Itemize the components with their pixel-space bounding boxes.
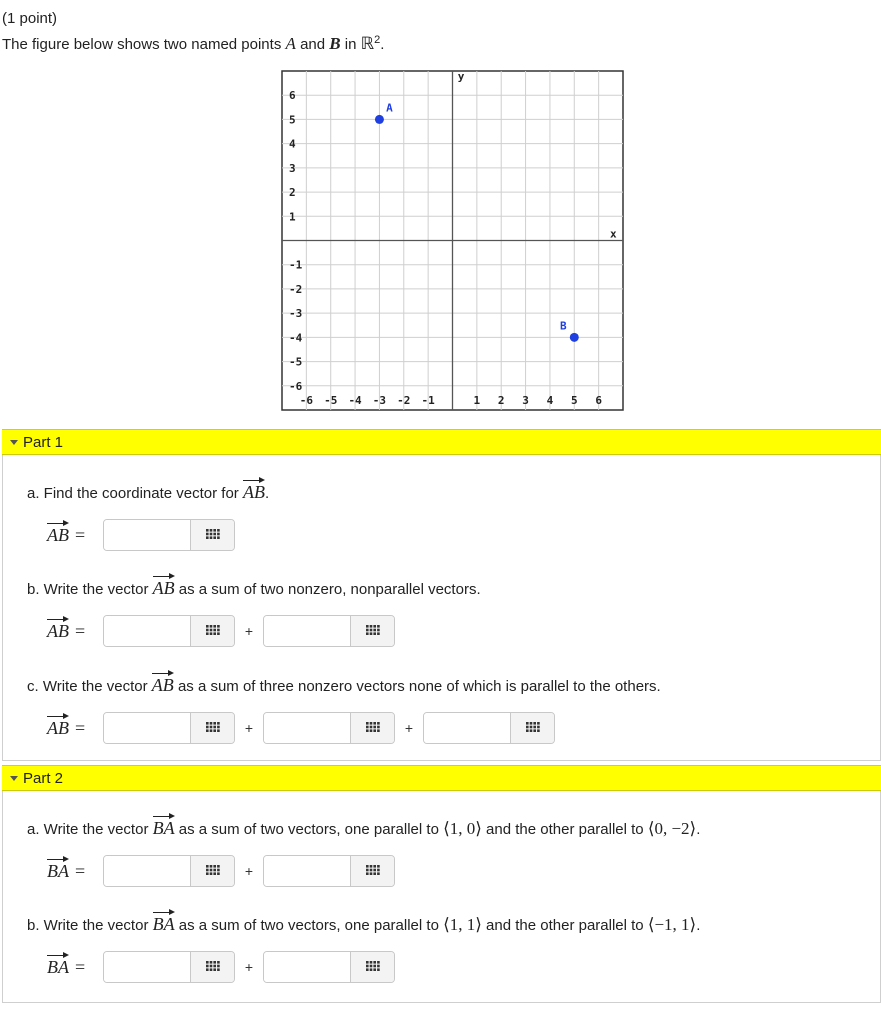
point-b <box>570 333 579 342</box>
question-text: b. Write the vector <box>27 581 149 598</box>
vector-symbol: AB <box>242 482 265 502</box>
grid-icon <box>365 623 381 640</box>
answer-box <box>263 615 395 647</box>
vector-symbol: AB <box>47 620 69 641</box>
answer-input[interactable] <box>104 520 190 550</box>
equals-sign: = <box>75 956 86 977</box>
question-end: . <box>264 485 270 502</box>
parallel-vector-1: ⟨1, 1⟩ <box>443 915 482 934</box>
answer-label <box>47 861 103 882</box>
answer-label <box>47 957 103 978</box>
question-text: a. Find the coordinate vector for <box>27 485 239 502</box>
part2-header[interactable] <box>2 765 881 791</box>
x-tick-label: -6 <box>299 393 313 407</box>
problem-points: (1 point) <box>2 10 58 27</box>
vector-symbol: AB <box>47 717 69 738</box>
part1-question-a <box>27 482 269 503</box>
grid-icon <box>365 959 381 976</box>
x-tick-label: -2 <box>397 393 411 407</box>
collapse-triangle-icon[interactable] <box>10 776 18 781</box>
question-end: . <box>696 917 701 934</box>
vector-symbol: BA <box>152 818 175 838</box>
equals-sign: = <box>75 860 86 881</box>
answer-input[interactable] <box>104 856 190 886</box>
part2-title: Part 2 <box>23 769 64 787</box>
part2-answer-b <box>47 951 395 983</box>
question-text: c. Write the vector <box>27 678 148 695</box>
parallel-vector-2: ⟨0, −2⟩ <box>647 819 697 838</box>
question-text: as a sum of three nonzero vectors none of which is parallel to the others. <box>177 678 661 695</box>
plus-sign: + <box>244 623 254 639</box>
answer-box <box>103 712 235 744</box>
answer-box <box>263 712 395 744</box>
part2-question-b <box>27 914 700 935</box>
intro-and: and <box>300 36 326 53</box>
plus-sign: + <box>244 720 254 736</box>
point-a <box>375 115 384 124</box>
part1-body <box>2 455 881 761</box>
vector-symbol: AB <box>152 578 175 598</box>
question-text: and the other parallel to <box>486 821 644 838</box>
grid-icon <box>205 959 221 976</box>
answer-input[interactable] <box>104 952 190 982</box>
grid-icon <box>365 720 381 737</box>
y-tick-label: -1 <box>289 258 303 272</box>
math-palette-button[interactable] <box>190 616 234 646</box>
intro-space-symbol: ℝ <box>360 34 375 53</box>
intro-point-b: B <box>329 34 341 53</box>
answer-input[interactable] <box>264 856 350 886</box>
equals-sign: = <box>75 717 86 738</box>
plus-sign: + <box>244 863 254 879</box>
x-tick-label: 6 <box>595 393 602 407</box>
vector-symbol: AB <box>47 524 69 545</box>
part1-answer-c <box>47 712 555 744</box>
grid-icon <box>205 527 221 544</box>
x-tick-label: 1 <box>473 393 481 407</box>
x-tick-label: 5 <box>570 393 578 407</box>
y-tick-label: 3 <box>289 161 296 175</box>
answer-input[interactable] <box>264 713 350 743</box>
math-palette-button[interactable] <box>350 952 394 982</box>
parallel-vector-1: ⟨1, 0⟩ <box>443 819 482 838</box>
part1-question-c <box>27 675 661 696</box>
parallel-vector-2: ⟨−1, 1⟩ <box>647 915 697 934</box>
grid-icon <box>525 720 541 737</box>
x-tick-label: -5 <box>324 393 338 407</box>
plus-sign: + <box>244 959 254 975</box>
question-text: as a sum of two nonzero, nonparallel vectors. <box>178 581 481 598</box>
y-tick-label: -5 <box>289 355 303 369</box>
coordinate-plane-figure <box>281 70 624 411</box>
x-tick-label: 3 <box>522 393 529 407</box>
vector-symbol: BA <box>47 860 69 881</box>
math-palette-button[interactable] <box>350 616 394 646</box>
x-tick-label: 2 <box>497 393 505 407</box>
answer-box <box>263 855 395 887</box>
grid-icon <box>365 863 381 880</box>
part1-header[interactable] <box>2 429 881 455</box>
y-tick-label: 4 <box>289 137 296 151</box>
question-text: a. Write the vector <box>27 821 149 838</box>
intro-space-exponent: 2 <box>374 34 381 46</box>
math-palette-button[interactable] <box>510 713 554 743</box>
y-tick-label: -6 <box>289 379 303 393</box>
math-palette-button[interactable] <box>190 520 234 550</box>
question-end: . <box>696 821 701 838</box>
math-palette-button[interactable] <box>190 952 234 982</box>
part1-answer-a <box>47 519 235 551</box>
vector-symbol: BA <box>47 956 69 977</box>
part2-question-a <box>27 818 700 839</box>
x-tick-label: -3 <box>372 393 387 407</box>
vector-symbol: BA <box>152 914 175 934</box>
equals-sign: = <box>75 620 86 641</box>
point-label-b: B <box>559 319 567 333</box>
y-axis-label: y <box>457 70 465 83</box>
intro-end: . <box>380 36 385 53</box>
answer-box <box>103 855 235 887</box>
y-tick-label: 1 <box>289 210 296 224</box>
answer-input[interactable] <box>264 952 350 982</box>
answer-input[interactable] <box>424 713 510 743</box>
x-tick-label: -4 <box>348 393 362 407</box>
answer-label <box>47 718 103 739</box>
x-tick-label: -1 <box>421 393 435 407</box>
math-palette-button[interactable] <box>350 713 394 743</box>
vector-symbol: AB <box>151 675 174 695</box>
answer-box <box>103 615 235 647</box>
y-tick-label: 5 <box>289 113 296 127</box>
math-palette-button[interactable] <box>190 713 234 743</box>
answer-box <box>103 519 235 551</box>
answer-label <box>47 525 103 546</box>
collapse-triangle-icon[interactable] <box>10 440 18 445</box>
grid-icon <box>205 623 221 640</box>
x-axis-label: x <box>609 227 617 241</box>
question-text: b. Write the vector <box>27 917 149 934</box>
x-tick-label: 4 <box>546 393 554 407</box>
part1-question-b <box>27 578 481 599</box>
question-text: and the other parallel to <box>486 917 644 934</box>
answer-input[interactable] <box>104 713 190 743</box>
part2-body <box>2 791 881 1003</box>
math-palette-button[interactable] <box>350 856 394 886</box>
grid-icon <box>205 720 221 737</box>
question-text: as a sum of two vectors, one parallel to <box>178 821 439 838</box>
y-tick-label: 2 <box>289 186 296 200</box>
y-tick-label: -4 <box>289 331 303 345</box>
plus-sign: + <box>404 720 414 736</box>
math-palette-button[interactable] <box>190 856 234 886</box>
intro-in: in <box>344 36 357 53</box>
y-tick-label: -2 <box>289 282 303 296</box>
answer-input[interactable] <box>264 616 350 646</box>
equals-sign: = <box>75 524 86 545</box>
answer-box <box>103 951 235 983</box>
answer-box <box>263 951 395 983</box>
intro-text: The figure below shows two named points <box>2 36 282 53</box>
intro-point-a: A <box>285 34 296 53</box>
part1-answer-b <box>47 615 395 647</box>
answer-box <box>423 712 555 744</box>
answer-input[interactable] <box>104 616 190 646</box>
answer-label <box>47 621 103 642</box>
y-tick-label: 6 <box>289 89 296 103</box>
problem-intro <box>2 34 384 54</box>
grid-icon <box>205 863 221 880</box>
y-tick-label: -3 <box>289 307 303 321</box>
question-text: as a sum of two vectors, one parallel to <box>178 917 439 934</box>
part2-answer-a <box>47 855 395 887</box>
point-label-a: A <box>386 101 393 115</box>
part1-title: Part 1 <box>23 433 64 451</box>
